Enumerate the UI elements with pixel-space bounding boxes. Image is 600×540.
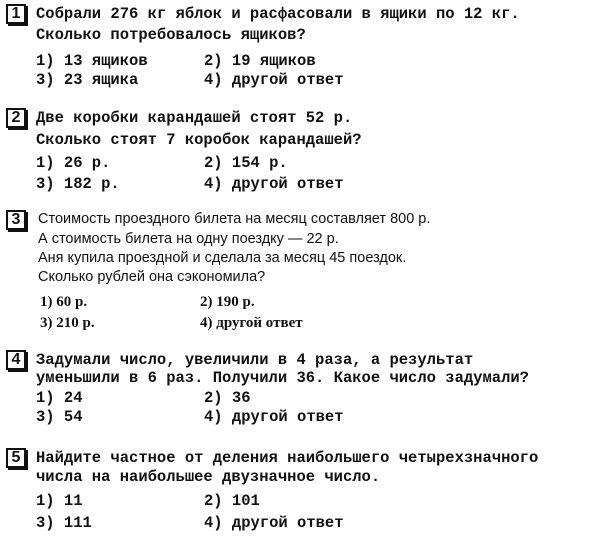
task-number-box: 1 xyxy=(6,4,26,24)
answer-option-1[interactable]: 1) 26 р. xyxy=(36,154,111,172)
answer-option-2[interactable]: 2) 101 xyxy=(204,492,260,510)
question-line: Собрали 276 кг яблок и расфасовали в ящики по 12 кг. xyxy=(36,5,520,23)
question-line: Аня купила проездной и сделала за месяц 45 поездок. xyxy=(38,250,407,266)
answer-option-3[interactable]: 3) 210 р. xyxy=(40,315,95,331)
answer-option-4[interactable]: 4) другой ответ xyxy=(204,175,344,193)
task-number-box: 2 xyxy=(6,108,26,128)
answer-option-2[interactable]: 2) 190 р. xyxy=(200,294,255,310)
task-number-box: 4 xyxy=(6,350,26,370)
question-line: Две коробки карандашей стоят 52 р. xyxy=(36,109,353,127)
answer-option-1[interactable]: 1) 13 ящиков xyxy=(36,52,148,70)
answer-option-1[interactable]: 1) 60 р. xyxy=(40,294,88,310)
question-line: Сколько рублей она сэкономила? xyxy=(38,269,266,285)
answer-option-2[interactable]: 2) 154 р. xyxy=(204,154,288,172)
question-line: Сколько стоят 7 коробок карандашей? xyxy=(36,131,362,149)
question-line: уменьшили в 6 раз. Получили 36. Какое число задумали? xyxy=(36,369,529,387)
question-line: Стоимость проездного билета на месяц составляет 800 р. xyxy=(38,211,431,227)
question-line: Найдите частное от деления наибольшего четырехзначного xyxy=(36,449,539,467)
question-line: Сколько потребовалось ящиков? xyxy=(36,26,306,44)
answer-option-4[interactable]: 4) другой ответ xyxy=(204,71,344,89)
answer-option-2[interactable]: 2) 36 xyxy=(204,389,251,407)
answer-option-3[interactable]: 3) 23 ящика xyxy=(36,71,139,89)
answer-option-3[interactable]: 3) 182 р. xyxy=(36,175,120,193)
answer-option-1[interactable]: 1) 11 xyxy=(36,492,83,510)
question-line: Задумали число, увеличили в 4 раза, а результат xyxy=(36,351,474,369)
task-number-box: 5 xyxy=(6,448,26,468)
answer-option-4[interactable]: 4) другой ответ xyxy=(204,408,344,426)
answer-option-4[interactable]: 4) другой ответ xyxy=(200,315,303,331)
answer-option-4[interactable]: 4) другой ответ xyxy=(204,514,344,532)
answer-option-1[interactable]: 1) 24 xyxy=(36,389,83,407)
task-number-box: 3 xyxy=(6,210,26,230)
answer-option-3[interactable]: 3) 54 xyxy=(36,408,83,426)
answer-option-3[interactable]: 3) 111 xyxy=(36,514,92,532)
answer-option-2[interactable]: 2) 19 ящиков xyxy=(204,52,316,70)
question-line: А стоимость билета на одну поездку — 22 р. xyxy=(38,231,339,247)
question-line: числа на наибольшее двузначное число. xyxy=(36,468,381,486)
